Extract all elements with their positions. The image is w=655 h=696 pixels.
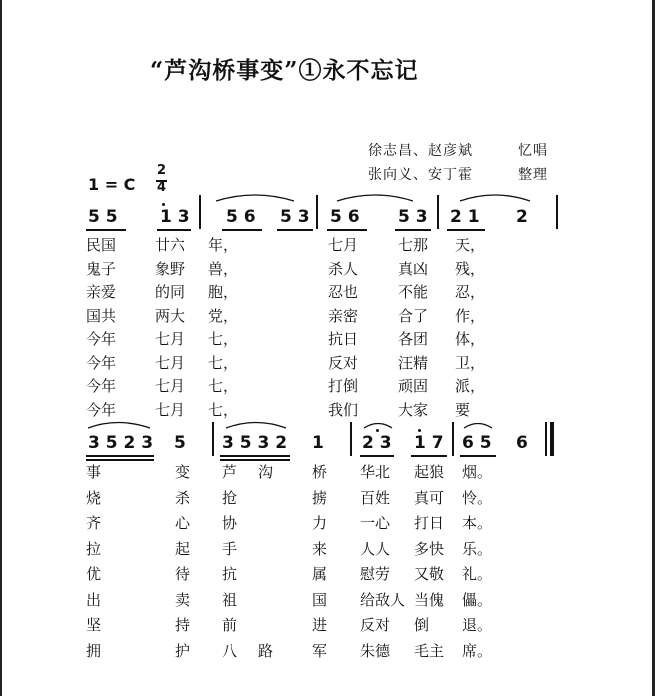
note-group: 3 5 3 2 [222, 433, 288, 453]
lyric-text: 掳 [312, 488, 328, 507]
lyric-text: 天， [455, 236, 486, 254]
lyric-text: 七月 [155, 330, 186, 348]
lyric-text: 国共 [86, 306, 117, 325]
lyric-text: 党， [208, 306, 239, 325]
lyric-text: 沟 [258, 463, 274, 481]
lyric-text: 七月 [155, 400, 186, 419]
lyric-text: 七， [208, 330, 239, 348]
lyric-text: 胞， [208, 283, 239, 301]
lyric-text: 当傀 [414, 590, 445, 609]
note-group: 5 6 [226, 207, 256, 227]
lyric-text: 今年 [86, 330, 117, 348]
note-group: 2 1 [450, 207, 480, 227]
lyric-text: 七月 [155, 377, 186, 395]
lyric-text: 席。 [462, 641, 493, 660]
lyric-text: 持 [175, 616, 191, 634]
lyric-text: 大家 [398, 400, 429, 419]
note-group: 1 7 [414, 433, 444, 453]
slur [216, 195, 294, 201]
lyric-text: 派， [455, 377, 486, 395]
lyric-text: 拉 [86, 539, 102, 558]
note-group: 5 [174, 433, 186, 453]
lyric-text: 护 [175, 641, 191, 660]
slur [226, 423, 286, 429]
lyric-text: 廿六 [155, 236, 186, 254]
lyric-text: 礼。 [462, 565, 493, 583]
lyric-text: 作， [455, 306, 486, 325]
note-group: 6 5 [462, 433, 492, 453]
lyric-text: 心 [175, 514, 191, 532]
note-group: 5 6 [330, 207, 360, 227]
credit-arrangers-role: 整理 [518, 167, 548, 183]
lyric-text: 卫， [455, 353, 486, 372]
lyric-text: 退。 [462, 616, 493, 634]
lyric-text: 待 [175, 565, 191, 583]
lyric-text: 毛主 [414, 641, 445, 660]
lyric-text: 年， [208, 236, 239, 254]
lyric-text: 百姓 [360, 488, 391, 507]
lyric-text: 两大 [155, 306, 186, 325]
lyric-text: 卖 [175, 590, 191, 609]
song-title: “芦沟桥事变”①永不忘记 [150, 57, 419, 84]
lyric-text: 儡。 [462, 590, 493, 609]
lyric-text: 优 [86, 565, 102, 583]
lyric-text: 坚 [86, 616, 102, 634]
lyric-text: 来 [312, 539, 328, 558]
lyric-text: 我们 [328, 400, 359, 419]
credit-arrangers: 张向义、安丁霍 [368, 167, 473, 183]
note-group: 5 3 [398, 207, 428, 227]
lyric-text: 抗 [222, 565, 238, 583]
lyric-text: 七， [208, 353, 239, 372]
lyric-text: 齐 [86, 514, 102, 532]
lyric-text: 八 [222, 641, 238, 660]
lyric-text: 残， [455, 259, 486, 278]
lyric-text: 七月 [155, 353, 186, 372]
note-group: 2 [516, 207, 528, 227]
lyric-text: 力 [312, 514, 328, 532]
lyric-text: 倒 [414, 616, 430, 634]
slur [337, 195, 413, 201]
lyric-text: 今年 [86, 377, 117, 395]
lyric-text: 朱德 [360, 641, 391, 660]
slur [460, 195, 530, 201]
lyric-text: 民国 [86, 236, 117, 254]
lyric-text: 的同 [155, 283, 186, 301]
lyric-text: 七那 [398, 236, 429, 254]
lyric-text: 顽固 [398, 377, 429, 395]
lyric-text: 事 [86, 463, 102, 481]
lyric-text: 乐。 [462, 539, 493, 558]
lyric-text: 人人 [360, 539, 391, 558]
lyric-text: 路 [258, 641, 274, 660]
lyric-text: 手 [222, 539, 238, 558]
lyric-text: 变 [175, 463, 191, 481]
lyric-text: 抗日 [328, 330, 359, 348]
lyric-text: 抢 [222, 488, 238, 507]
lyric-text: 慰劳 [360, 565, 391, 583]
lyric-text: 芦 [222, 463, 238, 481]
credit-singers: 徐志昌、赵彦斌 [368, 143, 473, 159]
lyric-text: 军 [312, 641, 328, 660]
lyric-text: 体， [455, 330, 486, 348]
lyric-text: 亲爱 [86, 283, 117, 301]
lyric-text: 拥 [86, 641, 102, 660]
lyric-text: 真可 [414, 488, 445, 507]
note-group: 5 5 [88, 207, 118, 227]
lyric-text: 杀人 [328, 259, 359, 278]
lyric-text: 打倒 [328, 377, 359, 395]
lyric-text: 烟。 [462, 463, 493, 481]
lyric-text: 反对 [360, 616, 391, 634]
lyric-text: 兽， [208, 259, 239, 278]
key-signature: 1 = C [88, 175, 136, 194]
lyric-text: 今年 [86, 400, 117, 419]
lyric-text: 忍， [455, 283, 486, 301]
lyric-text: 又敬 [414, 565, 445, 583]
lyric-text: 进 [312, 616, 328, 634]
note-group: 1 [312, 433, 324, 453]
note-group: 2 3 [362, 433, 392, 453]
lyric-text: 打日 [414, 514, 445, 532]
lyric-text: 亲密 [328, 306, 359, 325]
lyric-text: 要 [455, 400, 471, 419]
lyric-text: 华北 [360, 463, 391, 481]
lyric-text: 烧 [86, 488, 102, 507]
lyric-text: 国 [312, 590, 328, 609]
lyric-text: 前 [222, 616, 238, 634]
lyric-text: 多快 [414, 539, 445, 558]
lyric-text: 属 [312, 565, 328, 583]
lyric-text: 给敌人 [360, 590, 406, 609]
lyric-text: 祖 [222, 590, 238, 609]
time-sig-numerator: 2 [157, 163, 167, 178]
slur [364, 424, 392, 429]
lyric-text: 鬼子 [86, 259, 117, 278]
lyric-text: 起 [175, 539, 191, 558]
note-group: 1 3 [160, 207, 190, 227]
lyric-text: 桥 [312, 463, 328, 481]
lyric-text: 出 [86, 590, 102, 609]
note-group: 6 [516, 433, 528, 453]
lyric-text: 忍也 [328, 283, 359, 301]
lyric-text: 反对 [328, 353, 359, 372]
lyric-text: 杀 [175, 488, 191, 507]
lyric-text: 今年 [86, 353, 117, 372]
lyric-text: 真凶 [398, 259, 429, 278]
lyric-text: 汪精 [398, 353, 429, 372]
slur [464, 424, 492, 429]
lyric-text: 一心 [360, 514, 391, 532]
lyric-text: 本。 [462, 514, 493, 532]
lyric-text: 七， [208, 377, 239, 395]
lyric-text: 协 [222, 514, 238, 532]
lyric-text: 起狼 [414, 463, 445, 481]
note-group: 5 3 [280, 207, 310, 227]
lyric-text: 七月 [328, 236, 359, 254]
time-sig-denominator: 4 [157, 180, 167, 195]
lyric-text: 象野 [155, 259, 186, 278]
lyric-text: 七， [208, 400, 239, 419]
lyric-text: 合了 [398, 306, 429, 325]
lyric-text: 怜。 [462, 488, 493, 507]
slur [88, 423, 150, 429]
lyric-text: 各团 [398, 330, 429, 348]
note-group: 3 5 2 3 [88, 433, 154, 453]
lyric-text: 不能 [398, 283, 429, 301]
credit-singers-role: 忆唱 [518, 143, 548, 159]
